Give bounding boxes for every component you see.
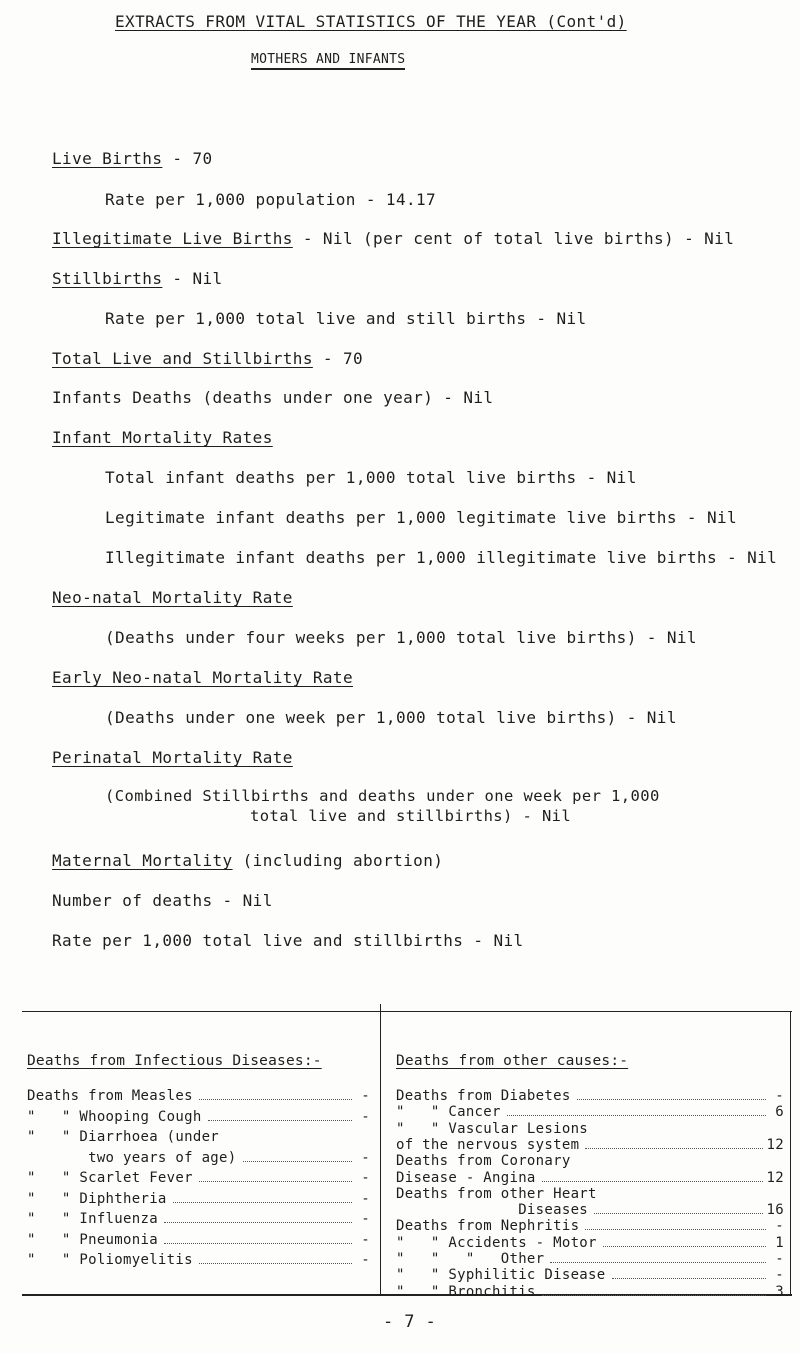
infectious-leader — [164, 1222, 352, 1223]
illegitimate-label: Illegitimate Live Births — [52, 229, 293, 248]
maternal-number: Number of deaths - Nil — [52, 891, 273, 910]
other-causes-label: " " Accidents - Motor — [396, 1234, 597, 1251]
other-causes-value: 12 — [766, 1169, 784, 1186]
infectious-label: " " Scarlet Fever — [27, 1170, 193, 1186]
other-causes-label: " " " Other — [396, 1251, 545, 1267]
other-causes-leader — [507, 1115, 766, 1116]
rate-still-births: Rate per 1,000 total live and still births - Nil — [105, 309, 587, 328]
other-causes-label: Deaths from Coronary — [396, 1153, 571, 1170]
infectious-row — [27, 1129, 370, 1145]
other-causes-leader — [542, 1181, 763, 1182]
other-causes-label: Deaths from Diabetes — [396, 1088, 571, 1104]
infectious-row — [27, 1232, 370, 1248]
infectious-value: - — [361, 1190, 370, 1207]
other-causes-leader — [585, 1148, 762, 1149]
neonatal-heading: Neo-natal Mortality Rate — [52, 588, 293, 607]
infectious-label: " " Poliomyelitis — [27, 1252, 193, 1268]
other-causes-label: of the nervous system — [396, 1136, 580, 1153]
infectious-row — [27, 1211, 370, 1227]
other-causes-leader — [550, 1262, 766, 1263]
infectious-value: - — [361, 1170, 370, 1186]
infectious-leader — [173, 1202, 352, 1203]
total-live-and-stillbirths: Total Live and Stillbirths - 70 — [52, 349, 364, 368]
perinatal-heading: Perinatal Mortality Rate — [52, 748, 293, 767]
infant-mortality-heading: Infant Mortality Rates — [52, 428, 273, 447]
infectious-leader — [199, 1181, 352, 1182]
other-causes-label: " " Bronchitis — [396, 1283, 536, 1300]
other-causes-label: Deaths from other Heart — [396, 1185, 597, 1202]
imr-total: Total infant deaths per 1,000 total live births - Nil — [105, 468, 637, 487]
other-causes-heading: Deaths from other causes:- — [396, 1053, 629, 1069]
other-causes-leader — [585, 1229, 766, 1230]
infectious-label: " " Diarrhoea (under — [27, 1129, 220, 1145]
live-births: Live Births - 70 — [52, 149, 213, 168]
other-causes-leader — [603, 1246, 766, 1247]
other-causes-value: 1 — [775, 1234, 784, 1251]
table-right-rule — [790, 1011, 791, 1296]
other-causes-value: - — [775, 1088, 784, 1104]
maternal-label: Maternal Mortality — [52, 851, 233, 870]
other-causes-label: " " Cancer — [396, 1104, 501, 1121]
stillbirths-label: Stillbirths — [52, 269, 163, 288]
other-causes-value: 16 — [766, 1202, 784, 1219]
other-causes-value: - — [775, 1267, 784, 1284]
infectious-row — [27, 1109, 370, 1125]
infectious-label: " " Whooping Cough — [27, 1108, 202, 1125]
other-causes-leader — [612, 1278, 767, 1279]
infant-deaths: Infants Deaths (deaths under one year) - Nil — [52, 388, 494, 407]
perinatal-line-2: total live and stillbirths) - Nil — [250, 807, 572, 825]
infectious-label: " " Pneumonia — [27, 1231, 158, 1248]
infectious-value: - — [361, 1149, 370, 1166]
other-causes-value: 6 — [775, 1104, 784, 1121]
other-causes-row — [396, 1121, 784, 1137]
early-neonatal-line: (Deaths under one week per 1,000 total live births) - Nil — [105, 708, 677, 727]
infectious-value: - — [361, 1252, 370, 1268]
rate-population: Rate per 1,000 population - 14.17 — [105, 190, 437, 209]
maternal-rate: Rate per 1,000 total live and stillbirths - Nil — [52, 931, 524, 950]
infectious-row — [27, 1150, 370, 1166]
infectious-label: two years of age) — [27, 1149, 237, 1166]
infectious-leader — [199, 1099, 352, 1100]
infectious-value: - — [361, 1108, 370, 1125]
maternal-mortality: Maternal Mortality (including abortion) — [52, 851, 444, 870]
other-causes-label: " " Syphilitic Disease — [396, 1267, 606, 1284]
other-causes-row — [396, 1267, 784, 1283]
other-causes-row — [396, 1104, 784, 1120]
infectious-leader — [243, 1161, 353, 1162]
other-causes-row — [396, 1251, 784, 1267]
other-causes-value: - — [775, 1251, 784, 1267]
other-causes-row — [396, 1153, 784, 1169]
infectious-leader — [199, 1263, 352, 1264]
other-causes-leader — [577, 1099, 766, 1100]
imr-legitimate: Legitimate infant deaths per 1,000 legitimate live births - Nil — [105, 508, 738, 527]
other-causes-label: Diseases — [396, 1202, 589, 1219]
other-causes-label: " " Vascular Lesions — [396, 1120, 589, 1137]
early-neonatal-heading: Early Neo-natal Mortality Rate — [52, 668, 353, 687]
other-causes-value: 3 — [775, 1283, 784, 1300]
infectious-row — [27, 1170, 370, 1186]
other-causes-leader — [594, 1213, 762, 1214]
infectious-label: Deaths from Measles — [27, 1088, 193, 1104]
other-causes-value: - — [775, 1218, 784, 1235]
infectious-leader — [208, 1120, 352, 1121]
imr-illegitimate: Illegitimate infant deaths per 1,000 illegitimate live births - Nil — [105, 548, 778, 567]
infectious-label: " " Diphtheria — [27, 1190, 167, 1207]
perinatal-line-1: (Combined Stillbirths and deaths under one week per 1,000 — [105, 787, 660, 805]
infectious-value: - — [361, 1231, 370, 1248]
table-divider — [380, 1004, 381, 1296]
page-number: - 7 - — [383, 1312, 437, 1332]
infectious-row — [27, 1191, 370, 1207]
infectious-value: - — [361, 1211, 370, 1227]
other-causes-label: Disease - Angina — [396, 1169, 536, 1186]
other-causes-label: Deaths from Nephritis — [396, 1218, 580, 1235]
other-causes-row — [396, 1218, 784, 1234]
other-causes-row — [396, 1137, 784, 1153]
other-causes-row — [396, 1284, 784, 1300]
table-top-rule — [22, 1011, 792, 1012]
infectious-row — [27, 1088, 370, 1104]
other-causes-row — [396, 1170, 784, 1186]
other-causes-value: 12 — [766, 1136, 784, 1153]
infectious-heading: Deaths from Infectious Diseases:- — [27, 1053, 322, 1069]
infectious-label: " " Influenza — [27, 1211, 158, 1227]
illegitimate-live-births: Illegitimate Live Births - Nil (per cent of total live births) - Nil — [52, 229, 735, 248]
page-title: EXTRACTS FROM VITAL STATISTICS OF THE YEAR (Cont'd) — [115, 12, 627, 31]
other-causes-row — [396, 1186, 784, 1202]
other-causes-leader — [542, 1295, 766, 1296]
page-subtitle: MOTHERS AND INFANTS — [251, 52, 405, 70]
stillbirths: Stillbirths - Nil — [52, 269, 223, 288]
infectious-value: - — [361, 1088, 370, 1104]
live-births-label: Live Births — [52, 149, 163, 168]
other-causes-row — [396, 1202, 784, 1218]
neonatal-line: (Deaths under four weeks per 1,000 total live births) - Nil — [105, 628, 697, 647]
infectious-leader — [164, 1243, 352, 1244]
infectious-row — [27, 1252, 370, 1268]
other-causes-row — [396, 1088, 784, 1104]
total-label: Total Live and Stillbirths — [52, 349, 313, 368]
other-causes-row — [396, 1235, 784, 1251]
